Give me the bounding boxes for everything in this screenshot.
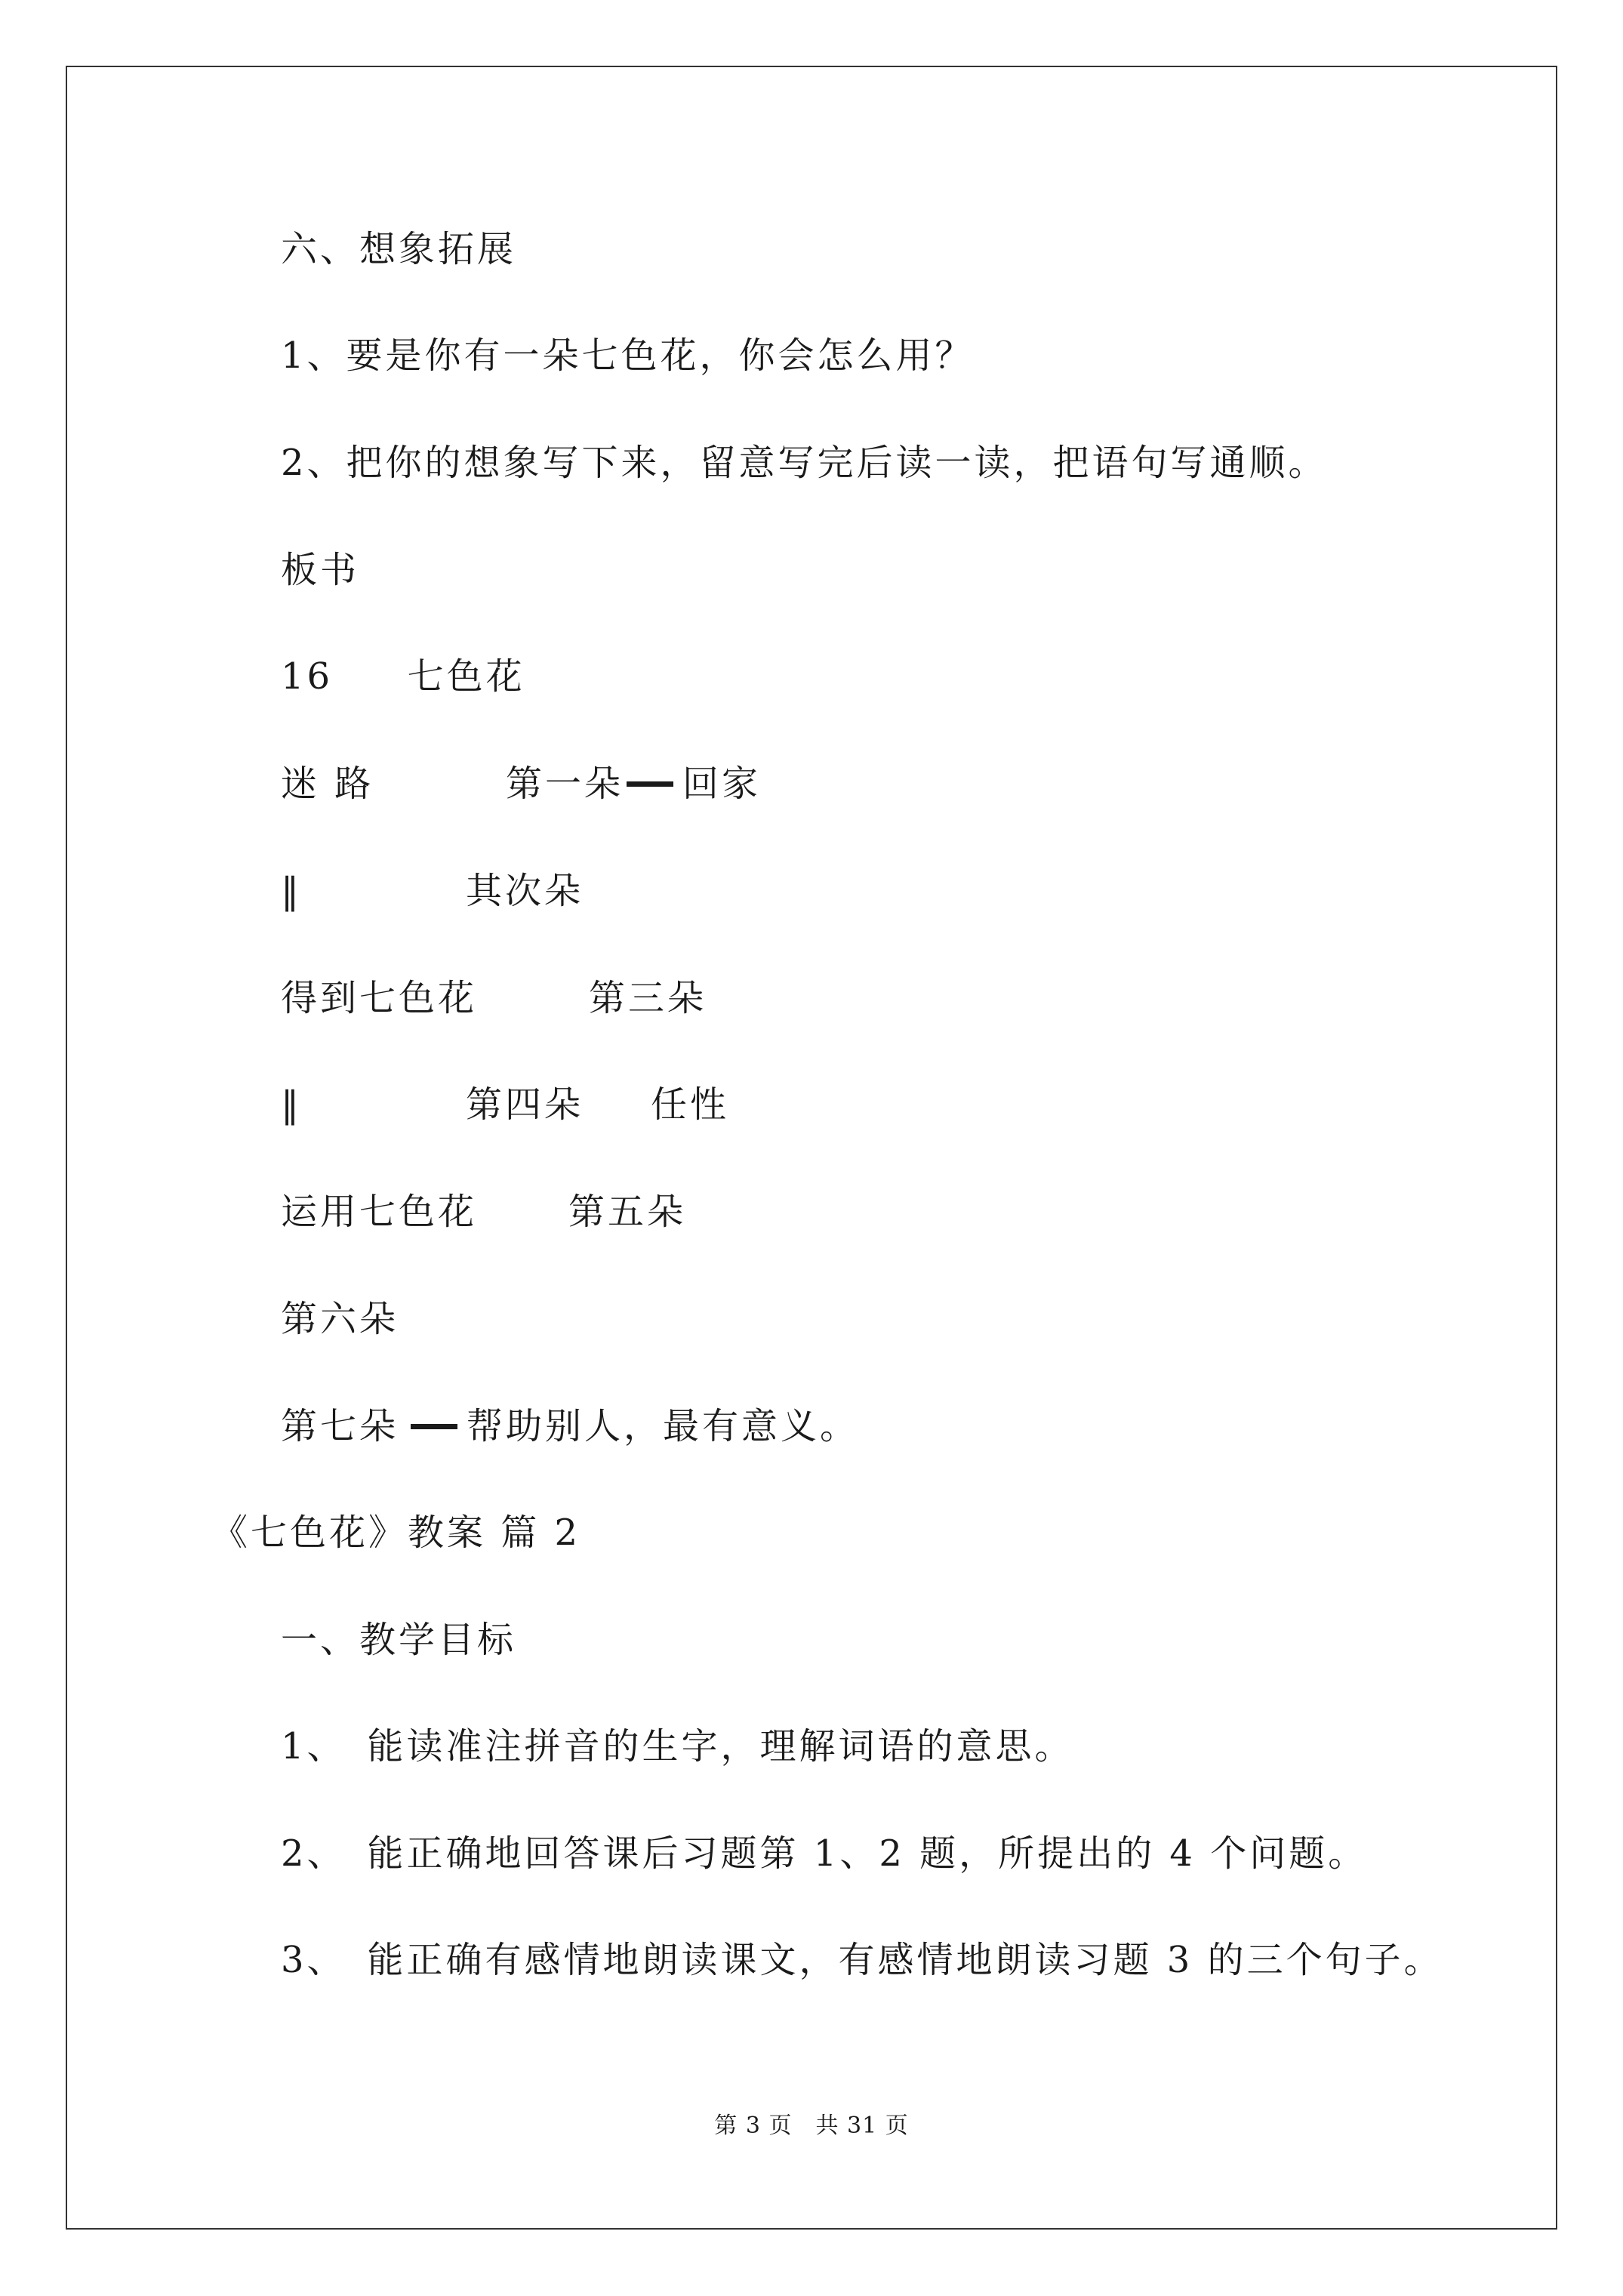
part-2-title: 《七色花》教案 篇 2 — [211, 1512, 581, 1554]
board-row-5-left: 运用七色花 — [281, 1191, 478, 1233]
goal-1 — [281, 1724, 1074, 1769]
petal-4-result: 任性 — [651, 1083, 730, 1126]
board-row-4-left: ‖ — [281, 1083, 302, 1126]
dash-mark — [411, 1424, 457, 1429]
petal-5: 第五朵 — [568, 1191, 687, 1233]
goal-3 — [281, 1937, 1443, 1983]
petal-2: 其次朵 — [466, 870, 584, 912]
petal-7-result: 帮助别人，最有意义。 — [467, 1405, 860, 1447]
dash-mark — [627, 781, 673, 787]
section-heading-imagination: 六、想象拓展 — [281, 228, 517, 270]
board-label: 板书 — [281, 549, 360, 591]
goals-heading: 一、教学目标 — [281, 1619, 517, 1661]
goal-1-text: 能读准注拼音的生字，理解词语的意思。 — [367, 1725, 1074, 1767]
board-row-1-right — [506, 761, 761, 806]
petal-1-result: 回家 — [682, 763, 762, 805]
page-number: 第 3 页 共 31 页 — [714, 2113, 909, 2139]
goal-2 — [281, 1831, 1367, 1876]
petal-7: 第七朵 — [281, 1405, 399, 1447]
goal-3-number: 3、 — [281, 1939, 346, 1981]
goal-2-number: 2、 — [281, 1832, 346, 1875]
board-title-row — [281, 654, 525, 699]
board-row-2-left: ‖ — [281, 870, 302, 912]
petal-6: 第六朵 — [281, 1298, 399, 1340]
lesson-title: 七色花 — [407, 655, 525, 698]
question-2: 2、把你的想象写下来，留意写完后读一读，把语句写通顺。 — [281, 442, 1328, 484]
page-frame — [66, 66, 1557, 2230]
board-row-1-left: 迷 路 — [281, 763, 374, 805]
goal-1-number: 1、 — [281, 1725, 346, 1767]
board-row-7 — [281, 1404, 859, 1449]
lesson-number: 16 — [281, 655, 334, 698]
petal-1: 第一朵 — [506, 763, 624, 805]
petal-3: 第三朵 — [589, 977, 707, 1019]
question-1: 1、要是你有一朵七色花，你会怎么用？ — [281, 334, 975, 377]
petal-4: 第四朵 — [466, 1083, 584, 1126]
goal-2-text: 能正确地回答课后习题第 1、2 题，所提出的 4 个问题。 — [367, 1832, 1368, 1875]
goal-3-text: 能正确有感情地朗读课文，有感情地朗读习题 3 的三个句子。 — [367, 1939, 1443, 1981]
board-row-3-left: 得到七色花 — [281, 977, 478, 1019]
